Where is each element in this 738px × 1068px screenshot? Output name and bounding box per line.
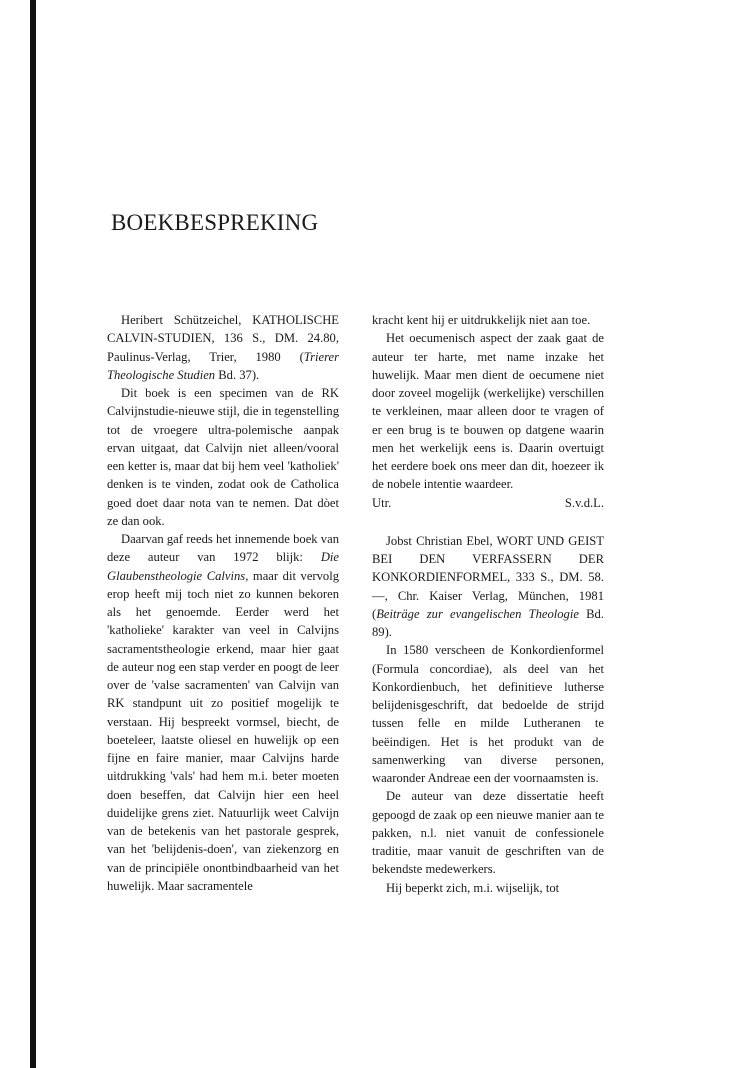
review1-p2-start: Daarvan gaf reeds het innemende boek van deze auteur van 1972 blijk: bbox=[107, 532, 339, 565]
review1-paragraph-2 bbox=[107, 530, 339, 895]
review1-citation-tail: Bd. 37). bbox=[215, 367, 260, 382]
review1-citation-text: Heribert Schützeichel, KATHOLISCHE CALVIN-STUDIEN, 136 S., DM. 24.80, Paulinus-Verlag, Trier, 1980 ( bbox=[107, 313, 339, 364]
review1-paragraph-2-continued: kracht kent hij er uitdrukkelijk niet aan toe. bbox=[372, 313, 591, 327]
review1-citation-series: Trierer Theologische Studien bbox=[107, 349, 339, 382]
review1-signature-line bbox=[372, 494, 604, 512]
review2-paragraph-3: Hij beperkt zich, m.i. wijselijk, tot bbox=[386, 880, 560, 895]
right-column bbox=[372, 311, 604, 897]
page-binding-edge bbox=[30, 0, 36, 1068]
review2-paragraph-1: In 1580 verscheen de Konkordienformel (Formula concordiae), als deel van het Konkordienbuch, het definitieve lutherse belijdenisgeschrift, dat bedoelde de strijd tussen felle en milde Lutheranen te beëindigen. Het is het produkt van de samenwerking van diverse personen, waaronder Andreae een der voornaamsten is. bbox=[372, 643, 604, 785]
review2-paragraph-2: De auteur van deze dissertatie heeft gepoogd de zaak op een nieuwe manier aan te pakken, n.l. niet vanuit de confessionele traditie, maar vanuit de geschriften van de bekendste medewerkers. bbox=[372, 789, 604, 877]
review1-p2-book-title: Die Glaubenstheologie Calvins, bbox=[107, 550, 339, 583]
review1-paragraph-1: Dit boek is een specimen van de RK Calvijnstudie-nieuwe stijl, die in tegenstelling tot de vroegere ultra-polemische aanpak ervan uitgaat, dat Calvijn niet alleen/vooral een ketter is, maar dat bij hem veel 'katholiek' denken is te vinden, zodat ook de Catholica goed doet daar nota van te nemen. Dat dòet ze dan ook. bbox=[107, 386, 339, 528]
review2-citation-tail: Bd. 89). bbox=[372, 606, 604, 639]
review1-p2-rest: maar dit vervolg erop heeft mij toch niet zo kunnen bekoren als het genoemde. Eerder werd het 'katholieke' karakter van veel in Calvijns sacramentstheologie erkend, maar hier gaat de auteur nog een stap verder en poogt de leer over de 'valse sacramenten' van Calvijn van RK standpunt uit zo positief mogelijk te verstaan. Hij bespreekt vormsel, biecht, de boeteleer, laatste oliesel en huwelijk op een fijne en faire manier, maar Calvijns harde uitdrukking 'vals' had hem m.i. beter moeten doen beseffen, dat Calvijn hier een heel duidelijke grens ziet. Natuurlijk weet Calvijn van de betekenis van het pastorale gesprek, van het 'belijdenis-doen', van ziekenzorg en van de principiële onontbindbaarheid van het huwelijk. Maar sacramentele bbox=[107, 568, 339, 893]
review1-paragraph-3: Het oecumenisch aspect der zaak gaat de auteur ter harte, met name inzake het huwelijk. Maar men dient de oecumene niet door zoveel mogelijk (werkelijke) verschillen te verkleinen, maar alleen door te vragen of er een brug is te bouwen op datgene waarin men het werkelijk eens is. Daarin overtuigt het eerdere boek ons meer dan dit, hoezeer ik de nobele intentie waardeer. bbox=[372, 331, 604, 492]
review1-citation bbox=[107, 311, 339, 384]
review2-citation-series: Beiträge zur evangelischen Theologie bbox=[376, 606, 579, 621]
review2-citation bbox=[372, 532, 604, 642]
review1-place: Utr. bbox=[372, 495, 392, 510]
left-column bbox=[107, 311, 339, 895]
review2-citation-text: Jobst Christian Ebel, WORT UND GEIST BEI DEN VERFASSERN DER KONKORDIENFORMEL, 333 S., DM. 58.—, Chr. Kaiser Verlag, München, 1981 ( bbox=[372, 533, 604, 621]
page-title: BOEKBESPREKING bbox=[111, 210, 319, 235]
review1-signature: S.v.d.L. bbox=[564, 495, 604, 510]
